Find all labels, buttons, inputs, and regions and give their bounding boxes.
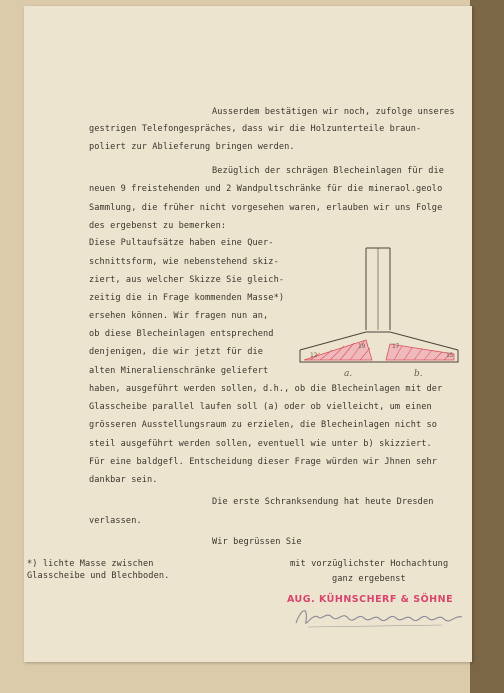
footnote-line: Glasscheibe und Blechboden. [27, 571, 170, 581]
text-line: Glasscheibe parallel laufen soll (a) oder ob vielleicht, um einen [89, 402, 432, 412]
text-line: zeitig die in Frage kommenden Masse*) [89, 293, 285, 303]
text-line: Diese Pultaufsätze haben eine Quer- [89, 238, 274, 248]
text-line: Sammlung, die früher nicht vorgesehen waren, erlauben wir uns Folge [89, 203, 443, 213]
text-line: dankbar sein. [89, 475, 158, 485]
dimension-mid-right: 17 [392, 343, 400, 350]
text-line: Wir begrüssen Sie [212, 537, 302, 547]
dimension-mid-left: 19 [358, 343, 366, 350]
dimension-left: 12 [310, 352, 318, 359]
text-line: ziert, aus welcher Skizze Sie gleich- [89, 275, 285, 285]
closing-line: mit vorzüglichster Hochachtung [290, 559, 449, 569]
text-line: grösseren Ausstellungsraum zu erzielen, die Blecheinlagen nicht so [89, 420, 438, 430]
text-line: Ausserdem bestätigen wir noch, zufolge unseres [212, 107, 455, 117]
text-line: ob diese Blecheinlagen entsprechend [89, 329, 274, 339]
footnote-line: *) lichte Masse zwischen [27, 559, 154, 569]
company-stamp: AUG. KÜHNSCHERF & SÖHNE [287, 594, 454, 605]
cross-section-sketch [290, 244, 470, 384]
text-line: steil ausgeführt werden sollen, eventuell wie unter b) skizziert. [89, 439, 432, 449]
text-line: Die erste Schranksendung hat heute Dresden [212, 497, 434, 507]
text-line: des ergebenst zu bemerken: [89, 221, 227, 231]
text-line: denjenigen, die wir jetzt für die [89, 347, 264, 357]
dimension-right: 15 [446, 352, 454, 359]
text-line: Für eine baldgefl. Entscheidung dieser Frage würden wir Jhnen sehr [89, 457, 438, 467]
text-line: gestrigen Telefongespräches, dass wir die Holzunterteile braun- [89, 124, 422, 134]
text-line: neuen 9 freistehenden und 2 Wandpultschränke für die mineraol.geolo [89, 184, 443, 194]
signature-scribble [292, 603, 467, 631]
text-line: alten Mineralienschränke geliefert [89, 366, 269, 376]
text-line: ersehen können. Wir fragen nun an, [89, 311, 269, 321]
text-line: verlassen. [89, 516, 142, 526]
sketch-label-b: b. [414, 369, 423, 379]
text-line: poliert zur Ablieferung bringen werden. [89, 142, 295, 152]
text-line: haben, ausgeführt werden sollen, d.h., ob die Blecheinlagen mit der [89, 384, 443, 394]
text-line: Bezüglich der schrägen Blecheinlagen für die [212, 166, 445, 176]
sketch-label-a: a. [344, 369, 353, 379]
text-line: schnittsform, wie nebenstehend skiz- [89, 257, 279, 267]
folder-edge [470, 0, 504, 693]
closing-line: ganz ergebenst [332, 574, 406, 584]
